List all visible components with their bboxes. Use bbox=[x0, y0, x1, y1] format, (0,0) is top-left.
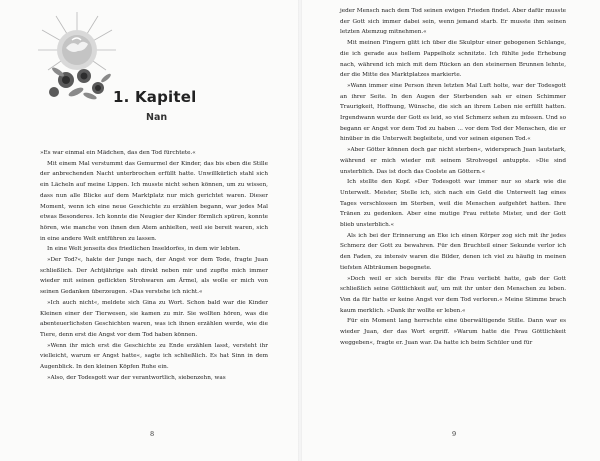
paragraph: Mit meinen Fingern glitt ich über die Skulptur einer gebogenen Schlange, die ich gerade aus hellem Pappelholz schnitzte. Ich fühlte jede Erhebung nach, während ich mich mit dem Rücken an den steinernen Brunnen lehnte, der die Mitte des Marktplatzes markierte. bbox=[340, 40, 566, 79]
paragraph: Für ein Moment lang herrschte eine überwältigende Stille. Dann war es wieder Juan, der das Wort ergriff. »Warum hatte die Frau Göttlichkeit weggeben«, fragte er. Juan war. Da hatte ich beim Schüler und für bbox=[340, 318, 566, 346]
sun-flower-ornament-icon bbox=[36, 10, 118, 102]
left-page bbox=[0, 0, 298, 461]
paragraph: »Der Tod?«, hakte der Junge nach, der Angst vor dem Tode, fragte Juan schließlich. Der Achtjährige sah direkt neben mir und zupfte mich immer wieder mit seinen geflickten Strohwaren am Ärmel, als wolle er mich von seinen Gedanken überzeugen. »Das verstehe ich nicht.« bbox=[40, 257, 268, 296]
paragraph: jeder Mensch nach dem Tod seinen ewigen Frieden findet. Aber dafür musste der Gott sich immer dabei sein, wenn jemand starb. Er musste ihm seinen letzten Atemzug mitnehmen.« bbox=[340, 8, 566, 36]
right-page bbox=[302, 0, 600, 461]
paragraph: »Aber Götter können doch gar nicht sterben«, widersprach Juan lautstark, während er mich wieder mit seinem Strohvogel antuppte. »Die sind unsterblich. Das ist doch das Coolste an Göttern.« bbox=[340, 147, 566, 175]
paragraph: Ich stellte den Kopf. »Der Todesgott war immer nur so stark wie die Unterwelt. Meister, Stelle ich, sich nach ein Geld die Unterwelt lag eines Tages verschlossen im Sterben, weil die Menschen aufgehört hatten. Ihre Tränen zu gedenken. Aber eine mutige Frau rettete Mister, und der Gott blieb unsterblich.« bbox=[340, 179, 566, 229]
paragraph: »Es war einmal ein Mädchen, das den Tod fürchtete.« bbox=[40, 150, 196, 156]
paragraph: »Ich auch nicht«, meldete sich Gina zu Wort. Schon bald war die Kinder Kleinen einer der Tierwesen, sie kamen zu mir. Sie wollten hören, was die abenteuerlichsten Geschichten waren, was ich ihnen erzählen werde, wie die Tiere, denn erst die Angst vor dem Tod haben können. bbox=[40, 299, 268, 338]
paragraph: »Doch weil er sich bereits für die Frau verliebt hatte, gab der Gott schließlich seine Göttlichkeit auf, um mit ihr unter den Menschen zu leben. Von da für hatte er keine Angst vor dem Tod verloren.« Meine Stimme brach kaum merklich. »Dank ihr wollte er leben.« bbox=[340, 275, 566, 314]
paragraph: »Also, der Todesgott war der verantwortlich, siebenzehn, was bbox=[47, 374, 226, 381]
paragraph: In eine Welt jenseits des friedlichen Inseldorfes, in dem wir lebten. bbox=[47, 246, 241, 253]
paragraph: Als ich bei der Erinnerung an Eke ich einen Körper zog sich mit ihr jedes Schmerz der Gott zu bewahren. Für den Bruchteil einer Sekunde verlor ich den Faden, zu intensiv waren die Bilder, denen ich viel zu häufig in meinen tiefsten Albträumen begegnete. bbox=[340, 232, 566, 271]
chapter-title: 1. Kapitel bbox=[113, 88, 197, 106]
chapter-subtitle: Nan bbox=[146, 112, 168, 123]
left-page-text bbox=[40, 148, 268, 383]
page-number: 9 bbox=[452, 430, 457, 438]
paragraph: Mit einem Mal verstummt das Gemurmel der Kinder, das bis eben die Stille der anbrechenden Nacht unterbrochen erfüllt hatte. Unwillkürlich stahl sich ein Lächeln auf meine Lippen. Ich musste nicht sehen können, um zu wissen, dass nun alle Blicke auf dem Marktplatz nur mich gerichtet waren. Dieser Moment, wenn ich eine neue Geschichte zu erzählen begann, war jedes Mal etwas Besonderes. Ich konnte die Neugier der Kinder förmlich spüren, konnte hören, wie manche von ihnen den Atem anhielten, weil sie bereit waren, sich in eine andere Welt entführen zu lassen. bbox=[40, 160, 268, 242]
paragraph: »Wenn ihr mich erst die Geschichte zu Ende erzählen lasst, versteht ihr vielleicht, warum er Angst hatte«, sagte ich schließlich. Es hat Sinn in dem Augenblick. In den kleinen Köpfen Ruhe ein. bbox=[40, 342, 268, 371]
right-page-text bbox=[340, 6, 566, 349]
paragraph: »Wann immer eine Person ihren letzten Mal Luft holte, war der Todesgott an ihrer Seite. In den Augen der Sterbenden sah er einen Schimmer Traurigkeit, Hoffnung, Wünsche, die sich an ihrem Leben nie erfüllt hatten. Irgendwann wurde der Gott es leid, so viel Schmerz sehen zu müssen. Und so begann er Angst vor dem Tod zu haben ... vor dem Tod der Menschen, die er hinüber in die Unterwelt begleitete, und vor seinen eigenen Tod.« bbox=[340, 82, 566, 143]
page-number: 8 bbox=[150, 430, 155, 438]
